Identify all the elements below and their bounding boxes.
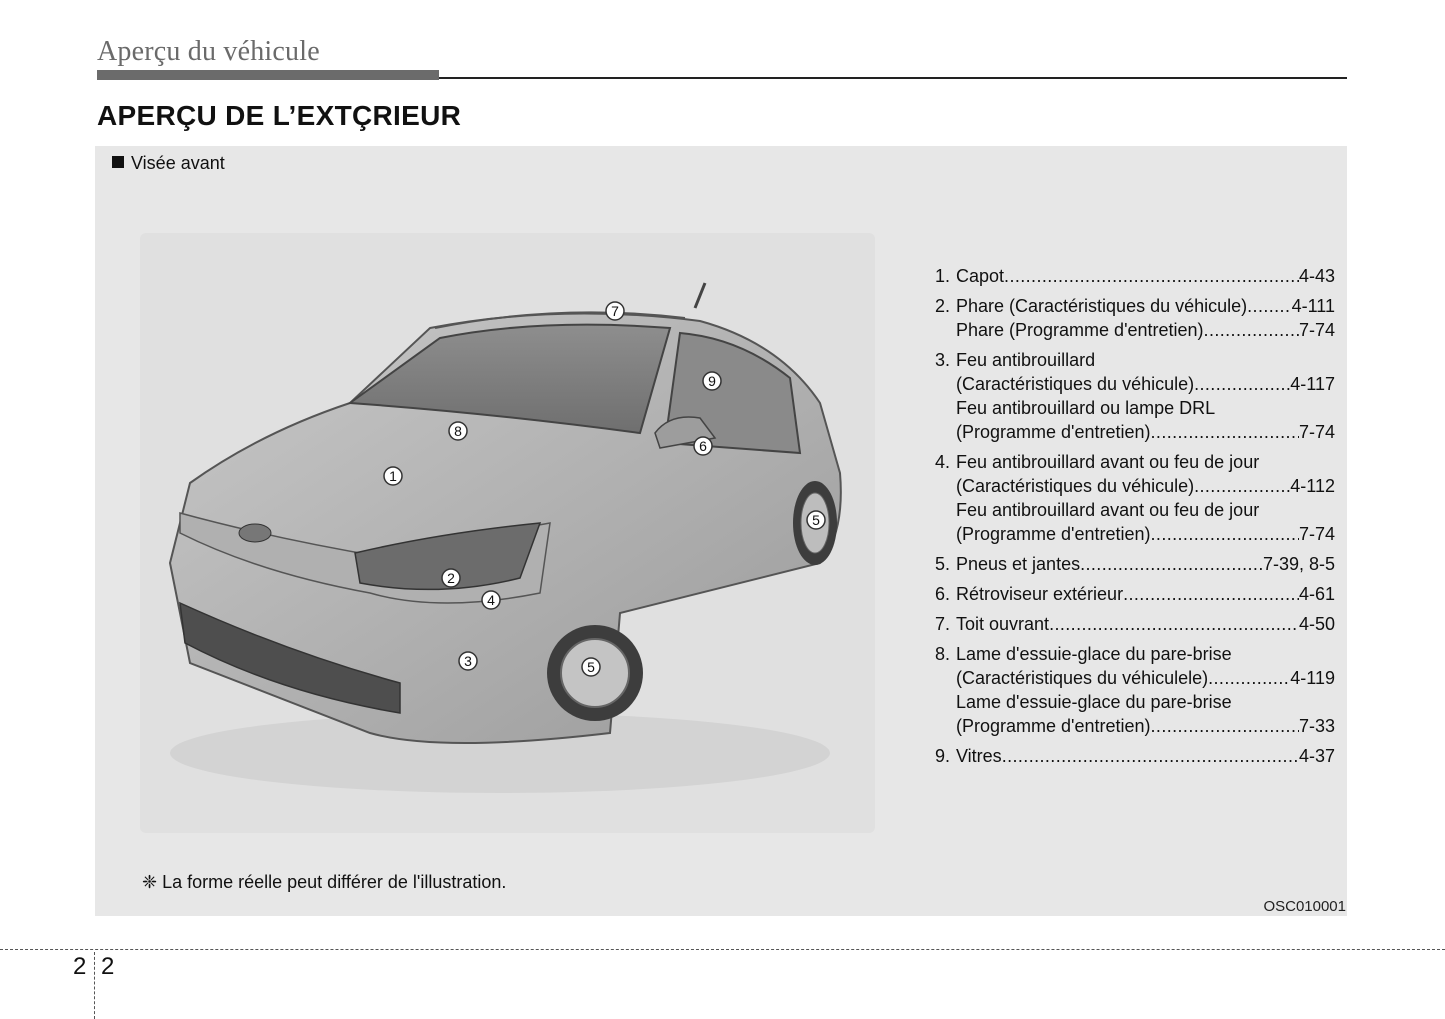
parts-line <box>935 714 1335 738</box>
parts-list-item <box>935 744 1335 768</box>
callout-3 <box>459 652 477 670</box>
page-ref: 7-74 <box>1298 524 1335 544</box>
page-heading: APERÇU DE L’EXTÇRIEUR <box>97 100 462 131</box>
parts-line <box>935 690 1335 714</box>
item-label: Pneus et jantes <box>956 554 1081 574</box>
item-label: (Caractéristiques du véhiculele) <box>956 668 1209 688</box>
parts-line <box>935 666 1335 690</box>
leader-dots <box>1247 294 1291 318</box>
parts-line <box>935 642 1335 666</box>
image-code: OSC010001 <box>1263 898 1346 915</box>
callout-8-label: 8 <box>454 423 462 439</box>
page-ref: 4-37 <box>1298 746 1335 766</box>
leader-dots <box>1204 318 1299 342</box>
item-number: 9. <box>935 746 951 766</box>
parts-list-item <box>935 552 1335 576</box>
callout-5-front <box>582 658 600 676</box>
header-bar <box>97 70 439 80</box>
item-label: Rétroviseur extérieur <box>956 584 1124 604</box>
item-label: (Programme d'entretien) <box>956 524 1151 544</box>
item-label: Lame d'essuie-glace du pare-brise <box>956 692 1232 712</box>
item-label: Feu antibrouillard avant ou feu de jour <box>956 500 1260 520</box>
callout-2 <box>442 569 460 587</box>
page-ref: 4-61 <box>1298 584 1335 604</box>
callout-7-label: 7 <box>611 303 619 319</box>
content-panel <box>95 146 1347 916</box>
callout-5-front-label: 5 <box>587 659 595 675</box>
item-label: (Programme d'entretien) <box>956 422 1151 442</box>
page-number-chapter: 2 <box>73 953 87 980</box>
parts-list-item <box>935 294 1335 342</box>
page-ref: 7-33 <box>1298 716 1335 736</box>
parts-list <box>935 264 1335 774</box>
parts-list-item <box>935 612 1335 636</box>
leader-dots <box>1194 372 1290 396</box>
item-label: (Caractéristiques du véhicule) <box>956 476 1195 496</box>
parts-list-item <box>935 582 1335 606</box>
callout-6-label: 6 <box>699 438 707 454</box>
page-ref: 4-43 <box>1298 266 1335 286</box>
callout-1 <box>384 467 402 485</box>
parts-line <box>935 474 1335 498</box>
item-number: 4. <box>935 452 951 472</box>
callout-9 <box>703 372 721 390</box>
callout-3-label: 3 <box>464 653 472 669</box>
parts-line <box>935 552 1335 576</box>
item-number: 8. <box>935 644 951 664</box>
car-front-view-image <box>140 233 875 833</box>
view-label-text: Visée avant <box>131 153 225 173</box>
leader-dots <box>1123 582 1299 606</box>
parts-line <box>935 372 1335 396</box>
callout-7 <box>606 302 624 320</box>
item-label: (Programme d'entretien) <box>956 716 1151 736</box>
item-label: Capot <box>956 266 1005 286</box>
leader-dots <box>1151 522 1299 546</box>
footer-divider <box>0 949 1445 950</box>
page-ref: 4-119 <box>1290 668 1335 688</box>
parts-list-item <box>935 264 1335 288</box>
page-ref: 4-50 <box>1298 614 1335 634</box>
footer-vertical-divider <box>94 952 95 1019</box>
item-number: 1. <box>935 266 951 286</box>
header-rule <box>439 77 1347 79</box>
leader-dots <box>1194 474 1290 498</box>
item-label: Phare (Programme d'entretien) <box>956 320 1204 340</box>
item-number: 7. <box>935 614 951 634</box>
leader-dots <box>1002 744 1299 768</box>
leader-dots <box>1208 666 1290 690</box>
item-label: Toit ouvrant <box>956 614 1050 634</box>
item-label: Phare (Caractéristiques du véhicule) <box>956 296 1248 316</box>
callout-6 <box>694 437 712 455</box>
parts-line <box>935 420 1335 444</box>
item-number: 6. <box>935 584 951 604</box>
item-number: 3. <box>935 350 951 370</box>
square-bullet-icon <box>112 156 124 168</box>
page-ref: 4-112 <box>1290 476 1335 496</box>
leader-dots <box>1080 552 1263 576</box>
parts-line <box>935 498 1335 522</box>
page-number-page: 2 <box>101 953 115 980</box>
parts-line <box>935 348 1335 372</box>
item-label: (Caractéristiques du véhicule) <box>956 374 1195 394</box>
footnote: ❈ La forme réelle peut différer de l'illustration. <box>142 872 507 892</box>
leader-dots <box>1004 264 1299 288</box>
parts-list-item <box>935 450 1335 546</box>
page-ref: 7-39, 8-5 <box>1262 554 1335 574</box>
callout-9-label: 9 <box>708 373 716 389</box>
item-label: Feu antibrouillard ou lampe DRL <box>956 398 1216 418</box>
parts-line <box>935 396 1335 420</box>
callout-1-label: 1 <box>389 468 397 484</box>
item-label: Vitres <box>956 746 1002 766</box>
parts-line <box>935 744 1335 768</box>
item-number: 5. <box>935 554 951 574</box>
parts-line <box>935 294 1335 318</box>
page-ref: 4-117 <box>1290 374 1335 394</box>
leader-dots <box>1151 714 1299 738</box>
parts-line <box>935 612 1335 636</box>
car-illustration <box>140 233 875 833</box>
callout-5-rear-label: 5 <box>812 512 820 528</box>
parts-line <box>935 522 1335 546</box>
parts-line <box>935 318 1335 342</box>
view-label <box>112 153 225 174</box>
page-ref: 7-74 <box>1298 320 1335 340</box>
item-label: Feu antibrouillard <box>956 350 1096 370</box>
parts-list-item <box>935 642 1335 738</box>
callout-5-rear <box>807 511 825 529</box>
section-title: Aperçu du véhicule <box>97 36 320 67</box>
page-ref: 4-111 <box>1291 296 1335 316</box>
parts-list-item <box>935 348 1335 444</box>
parts-line <box>935 264 1335 288</box>
item-label: Lame d'essuie-glace du pare-brise <box>956 644 1232 664</box>
leader-dots <box>1151 420 1299 444</box>
leader-dots <box>1049 612 1299 636</box>
callout-8 <box>449 422 467 440</box>
item-number: 2. <box>935 296 951 316</box>
callout-4 <box>482 591 500 609</box>
item-label: Feu antibrouillard avant ou feu de jour <box>956 452 1260 472</box>
callout-4-label: 4 <box>487 592 495 608</box>
parts-line <box>935 450 1335 474</box>
callout-2-label: 2 <box>447 570 455 586</box>
parts-line <box>935 582 1335 606</box>
page-ref: 7-74 <box>1298 422 1335 442</box>
